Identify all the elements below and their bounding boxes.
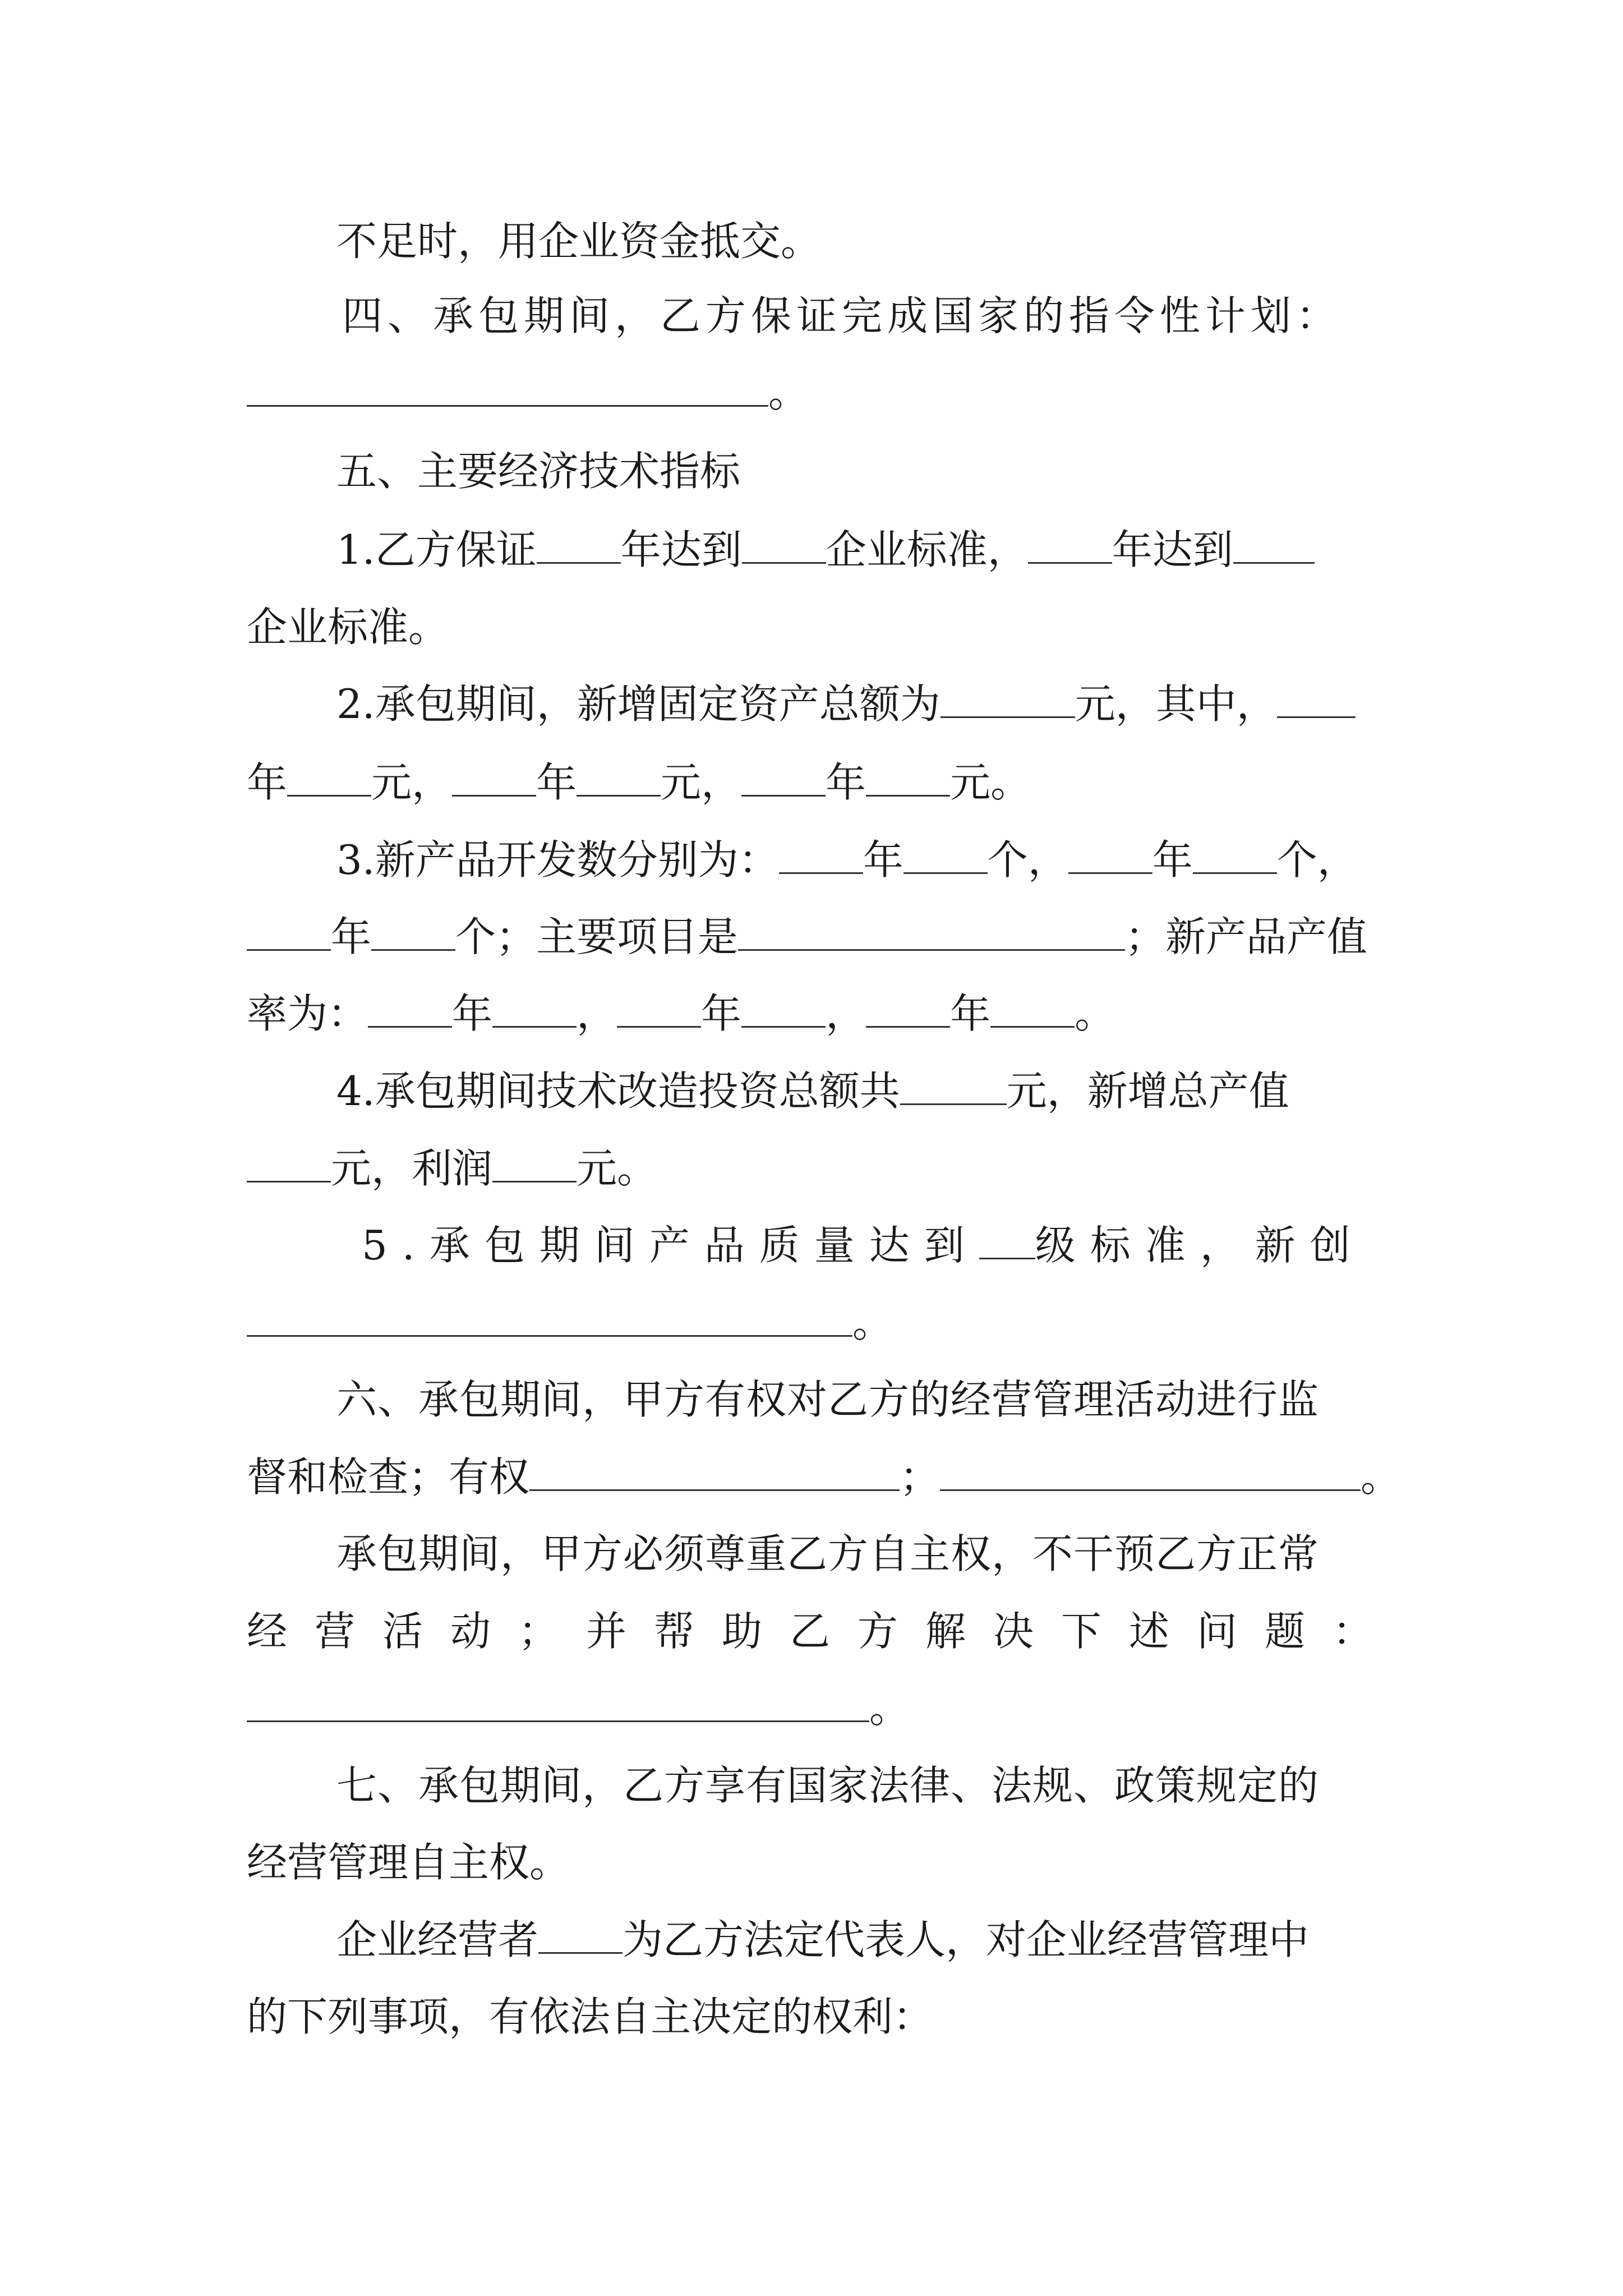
text: 元，利润 <box>331 1145 493 1192</box>
text: 。 <box>869 1685 910 1732</box>
text: 年 <box>536 759 577 806</box>
fill-blank[interactable] <box>903 838 988 874</box>
text-line <box>247 365 809 421</box>
text-line <box>247 1834 570 1890</box>
text-line <box>247 1295 893 1351</box>
text: 承包期间，甲方必须尊重乙方自主权，不干预乙方正常 <box>336 1530 1320 1577</box>
text-line <box>336 1912 1309 1968</box>
fill-blank[interactable] <box>247 1300 852 1337</box>
text-line <box>247 1603 1400 1659</box>
text-line <box>336 443 740 499</box>
fill-blank[interactable] <box>979 1223 1035 1259</box>
fill-blank[interactable] <box>492 991 577 1028</box>
fill-blank[interactable] <box>738 914 1125 951</box>
text: 年达到 <box>1112 526 1233 573</box>
text-line <box>362 1217 1365 1273</box>
text: 。 <box>1075 990 1115 1037</box>
text-line <box>336 1372 1319 1428</box>
text: 年 <box>452 990 493 1037</box>
text: 企业标准。 <box>247 604 449 651</box>
fill-blank[interactable] <box>452 760 536 797</box>
text: ； <box>900 1453 940 1501</box>
text: 年 <box>701 990 742 1037</box>
text: ；新产品产值 <box>1125 913 1368 960</box>
text: 六、承包期间，甲方有权对乙方的经营管理活动进行监 <box>336 1376 1320 1423</box>
fill-blank[interactable] <box>742 527 826 564</box>
text: 企业标准， <box>826 526 1028 573</box>
text: 年达到 <box>620 526 742 573</box>
text-line <box>247 1449 1401 1505</box>
text: 元，其中， <box>1075 680 1277 728</box>
fill-blank[interactable] <box>741 991 826 1028</box>
text: 3.新产品开发数分别为： <box>336 836 779 884</box>
text: 4.承包期间技术改造投资总额共 <box>336 1068 900 1115</box>
text: 企业经营者 <box>336 1916 539 1963</box>
fill-blank[interactable] <box>900 1069 1007 1105</box>
text: 个；主要项目是 <box>455 913 739 960</box>
fill-blank[interactable] <box>577 760 661 797</box>
text: 五、主要经济技术指标 <box>336 448 741 495</box>
fill-blank[interactable] <box>779 838 863 874</box>
text: 年 <box>247 759 288 806</box>
fill-blank[interactable] <box>866 991 950 1028</box>
text: ， <box>577 990 617 1037</box>
fill-blank[interactable] <box>537 527 621 564</box>
text: ， <box>826 990 866 1037</box>
text-line <box>247 754 1031 811</box>
fill-blank[interactable] <box>371 914 455 951</box>
text: 经营管理自主权。 <box>247 1839 570 1886</box>
text: 元， <box>661 759 742 806</box>
text: 1.乙方保证 <box>336 526 537 573</box>
text: 。 <box>1361 1453 1401 1501</box>
fill-blank[interactable] <box>247 370 768 407</box>
fill-blank[interactable] <box>247 1686 869 1722</box>
text-line <box>247 1989 933 2045</box>
text: 年 <box>950 990 991 1037</box>
fill-blank[interactable] <box>287 760 371 797</box>
text: 元。 <box>577 1145 658 1192</box>
text: 的下列事项，有依法自主决定的权利： <box>247 1993 934 2040</box>
text-line <box>247 1680 910 1736</box>
text: 年 <box>1152 836 1193 884</box>
fill-blank[interactable] <box>990 991 1075 1028</box>
text: 督和检查；有权 <box>247 1453 530 1501</box>
fill-blank[interactable] <box>247 1146 331 1182</box>
fill-blank[interactable] <box>247 914 331 951</box>
fill-blank[interactable] <box>940 682 1075 718</box>
fill-blank[interactable] <box>368 991 452 1028</box>
text-line <box>336 522 1315 578</box>
fill-blank[interactable] <box>1028 527 1112 564</box>
text-line <box>336 1063 1289 1119</box>
fill-blank[interactable] <box>492 1146 577 1182</box>
text: 元， <box>371 759 453 806</box>
fill-blank[interactable] <box>866 760 950 797</box>
text: 七、承包期间，乙方享有国家法律、法规、政策规定的 <box>336 1762 1320 1809</box>
fill-blank[interactable] <box>940 1455 1361 1491</box>
text-line <box>336 1526 1319 1582</box>
text: 年 <box>863 836 903 884</box>
text: 个， <box>987 836 1068 884</box>
fill-blank[interactable] <box>538 1917 623 1954</box>
fill-blank[interactable] <box>741 760 826 797</box>
text: 率为： <box>247 990 368 1037</box>
text: 年 <box>826 759 866 806</box>
text-line <box>336 832 1358 888</box>
text: 元，新增总产值 <box>1006 1068 1289 1115</box>
fill-blank[interactable] <box>1277 682 1355 718</box>
text: 四、承包期间，乙方保证完成国家的指令性计划： <box>342 292 1342 339</box>
fill-blank[interactable] <box>1068 838 1152 874</box>
text: 个， <box>1276 836 1358 884</box>
fill-blank[interactable] <box>617 991 701 1028</box>
text-line <box>247 909 1367 965</box>
text: 不足时，用企业资金抵交。 <box>336 218 822 265</box>
fill-blank[interactable] <box>1233 527 1315 564</box>
text-line <box>336 213 821 269</box>
text-line <box>247 1140 657 1197</box>
fill-blank[interactable] <box>529 1455 900 1491</box>
text: 经营活动；并帮助乙方解决下述问题： <box>247 1608 1401 1655</box>
text: 5.承包期间产品质量达到 <box>362 1222 979 1269</box>
text: 2.承包期间，新增固定资产总额为 <box>336 680 940 728</box>
text: 为乙方法定代表人，对企业经营管理中 <box>623 1916 1310 1963</box>
text: 元。 <box>950 759 1031 806</box>
text: 。 <box>852 1299 893 1346</box>
text-line <box>336 676 1355 732</box>
text-line <box>247 599 449 655</box>
text: 。 <box>768 369 809 416</box>
text-line <box>342 288 1341 344</box>
text-line <box>336 1757 1319 1814</box>
text: 级标准，新创 <box>1035 1222 1365 1269</box>
text: 年 <box>331 913 372 960</box>
fill-blank[interactable] <box>1193 838 1277 874</box>
text-line <box>247 986 1115 1042</box>
